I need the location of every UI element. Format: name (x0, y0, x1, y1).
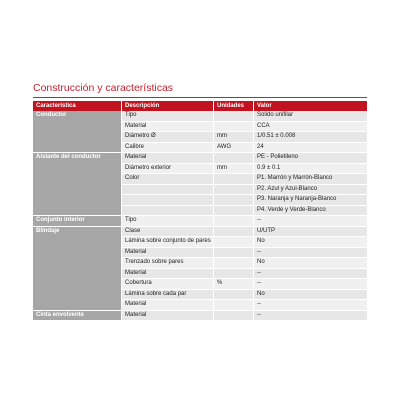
row-value: P4. Verde y Verde-Blanco (254, 206, 367, 217)
row-unit (214, 237, 254, 248)
row-unit (214, 300, 254, 311)
title-divider (33, 97, 367, 98)
row-description: Material (122, 269, 214, 280)
row-description: Material (122, 153, 214, 164)
row-unit (214, 195, 254, 206)
page-title: Construcción y características (33, 82, 174, 94)
row-unit (214, 174, 254, 185)
row-description: Clase (122, 227, 214, 238)
row-description: Material (122, 248, 214, 259)
row-unit (214, 311, 254, 322)
table-header-row (33, 101, 367, 111)
row-value: -- (254, 216, 367, 227)
row-value: U/UTP (254, 227, 367, 238)
row-unit: mm (214, 132, 254, 143)
header-descripcion: Descripción (122, 101, 214, 111)
row-value: -- (254, 300, 367, 311)
row-unit: % (214, 279, 254, 290)
row-description (122, 206, 214, 217)
section-aislante: Aislante del conductor (33, 153, 122, 216)
row-value: No (254, 237, 367, 248)
section-cinta-envolvente: Cinta envolvente (33, 311, 122, 322)
header-unidades: Unidades (214, 101, 254, 111)
row-unit (214, 248, 254, 259)
section-blindaje: Blindaje (33, 227, 122, 311)
specifications-table (33, 101, 367, 321)
row-value: 24 (254, 143, 367, 154)
row-value: No (254, 290, 367, 301)
table-row (33, 111, 367, 122)
table-row (33, 216, 367, 227)
row-description: Lámina sobre cada par (122, 290, 214, 301)
row-value: P1. Marrón y Marrón-Blanco (254, 174, 367, 185)
row-value: P2. Azul y Azul-Blanco (254, 185, 367, 196)
row-description: Tipo (122, 216, 214, 227)
row-description: Material (122, 311, 214, 322)
row-unit (214, 206, 254, 217)
row-description: Material (122, 300, 214, 311)
row-value: 0.9 ± 0.1 (254, 164, 367, 175)
row-description: Calibre (122, 143, 214, 154)
row-description: Tipo (122, 111, 214, 122)
row-description: Diámetro Ø (122, 132, 214, 143)
row-value: No (254, 258, 367, 269)
row-unit (214, 122, 254, 133)
section-conjunto-interior: Conjunto interior (33, 216, 122, 227)
row-description: Trenzado sobre pares (122, 258, 214, 269)
row-value: -- (254, 269, 367, 280)
header-valor: Valor (254, 101, 367, 111)
row-unit (214, 111, 254, 122)
row-unit (214, 227, 254, 238)
row-value: CCA (254, 122, 367, 133)
row-value: P3. Naranja y Naranja-Blanco (254, 195, 367, 206)
row-value: Solido unifilar (254, 111, 367, 122)
row-description: Cobertura (122, 279, 214, 290)
row-description: Color (122, 174, 214, 185)
row-unit (214, 290, 254, 301)
table-row (33, 311, 367, 322)
row-unit (214, 153, 254, 164)
row-value: -- (254, 279, 367, 290)
row-unit (214, 269, 254, 280)
row-unit (214, 258, 254, 269)
row-value: -- (254, 311, 367, 322)
row-value: -- (254, 248, 367, 259)
row-description (122, 185, 214, 196)
row-unit: mm (214, 164, 254, 175)
header-caracteristica: Característica (33, 101, 122, 111)
row-value: 1/0.51 ± 0.008 (254, 132, 367, 143)
row-unit (214, 216, 254, 227)
row-description: Lámina sobre conjunto de pares (122, 237, 214, 248)
section-conductor: Conductor (33, 111, 122, 153)
table-row (33, 227, 367, 238)
row-value: PE - Polietileno (254, 153, 367, 164)
row-description: Diámetro exterior (122, 164, 214, 175)
row-unit (214, 185, 254, 196)
table-row (33, 153, 367, 164)
row-unit: AWG (214, 143, 254, 154)
row-description: Material (122, 122, 214, 133)
row-description (122, 195, 214, 206)
